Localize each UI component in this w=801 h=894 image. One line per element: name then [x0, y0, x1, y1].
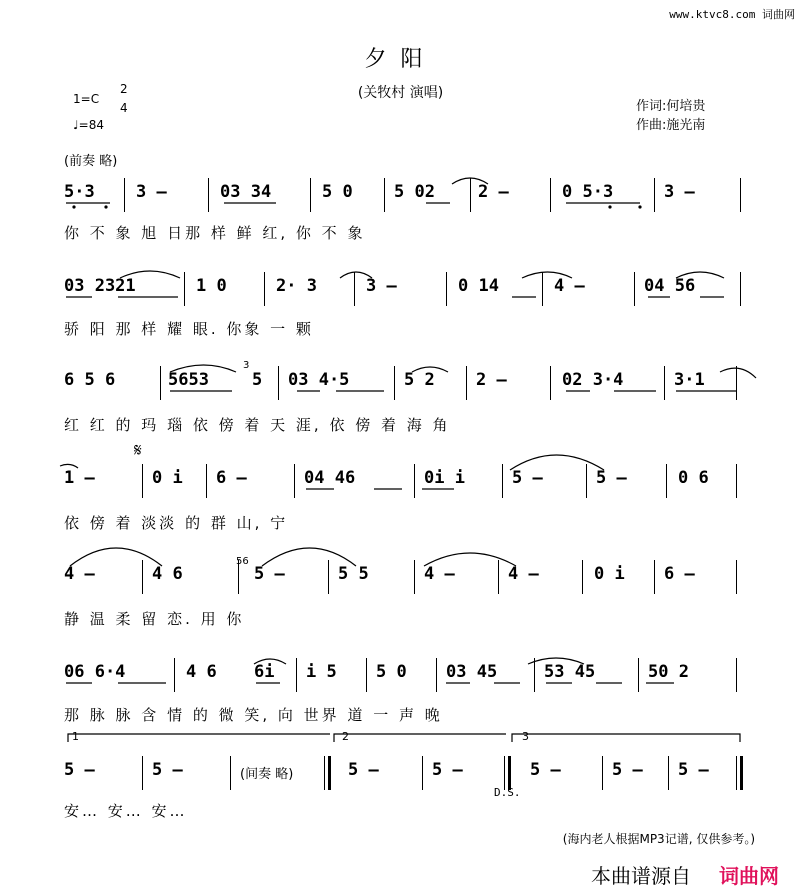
barline: [446, 272, 447, 306]
tempo-mark: ♩=84: [73, 118, 104, 132]
barline: [230, 756, 231, 790]
time-signature-bottom: 4: [120, 101, 128, 115]
measure: 0 6: [678, 468, 709, 488]
barline: [664, 366, 665, 400]
barline: [142, 560, 143, 594]
barline: [550, 178, 551, 212]
measure: 02 3·4: [562, 370, 624, 390]
barline: [206, 464, 207, 498]
lyric-line-5: 静 温 柔 留 恋. 用 你: [64, 610, 245, 628]
barline: [294, 464, 295, 498]
barline: [740, 272, 741, 306]
measure: 2 –: [476, 370, 507, 390]
barline: [550, 366, 551, 400]
lyric-line-6: 那 脉 脉 含 情 的 微 笑, 向 世界 道 一 声 晚: [64, 706, 443, 724]
measure: 5 –: [64, 760, 95, 780]
score-row-5: [64, 560, 744, 594]
measure: 4 –: [424, 564, 455, 584]
measure: 5 –: [530, 760, 561, 780]
volta-2-label: 2: [342, 730, 349, 743]
score-row-3: [64, 366, 744, 400]
barline: [736, 366, 737, 400]
measure: 03 45: [446, 662, 498, 682]
score-row-1: [64, 178, 744, 212]
measure: 4 6: [186, 662, 217, 682]
measure: i 5: [306, 662, 337, 682]
lyricist-credit: 作词:何培贵: [636, 99, 706, 114]
volta-bracket: [68, 734, 330, 742]
measure: 1 –: [64, 468, 95, 488]
barline: [142, 464, 143, 498]
measure: 5 –: [612, 760, 643, 780]
barline: [470, 178, 471, 212]
barline: [534, 658, 535, 692]
measure: 0 5·3: [562, 182, 614, 202]
barline: [668, 756, 669, 790]
measure: 0 i: [152, 468, 183, 488]
barline: [582, 560, 583, 594]
barline: [736, 658, 737, 692]
barline: [602, 756, 603, 790]
measure: 1 0: [196, 276, 227, 296]
barline: [736, 560, 737, 594]
barline: [328, 560, 329, 594]
measure: 0 14: [458, 276, 499, 296]
barline: [634, 272, 635, 306]
lyric-line-4: 依 傍 着 淡淡 的 群 山, 宁: [64, 514, 289, 532]
measure: 5 2: [404, 370, 435, 390]
barline: [542, 272, 543, 306]
barline: [736, 756, 737, 790]
barline: [502, 464, 503, 498]
barline: [654, 178, 655, 212]
measure: 5·3: [64, 182, 95, 202]
barline: [208, 178, 209, 212]
barline: [310, 178, 311, 212]
grace-note: 56: [236, 556, 249, 567]
intro-note: (前奏 略): [64, 154, 118, 169]
lyric-line-3: 红 红 的 玛 瑙 依 傍 着 天 涯, 依 傍 着 海 角: [64, 416, 451, 434]
ds-mark: D.S.: [494, 786, 521, 799]
barline: [354, 272, 355, 306]
barline: [586, 464, 587, 498]
source-label: 本曲谱源自: [591, 864, 691, 888]
lyric-line-1: 你 不 象 旭 日那 样 鲜 红, 你 不 象: [64, 224, 366, 242]
barline: [174, 658, 175, 692]
measure: 50 2: [648, 662, 689, 682]
grace-note: 3: [243, 360, 250, 371]
measure: 5 0: [376, 662, 407, 682]
measure: 06 6·4: [64, 662, 126, 682]
brand-logo: 词曲网: [719, 864, 779, 888]
volta-bracket: [334, 734, 506, 742]
lyric-line-2: 骄 阳 那 样 耀 眼. 你象 一 颗: [64, 320, 314, 338]
score-row-7: [64, 756, 744, 790]
barline: [422, 756, 423, 790]
barline: [324, 756, 325, 790]
measure: 5 –: [512, 468, 543, 488]
measure: 4 6: [152, 564, 183, 584]
barline: [466, 366, 467, 400]
measure: 5 –: [348, 760, 379, 780]
barline: [498, 560, 499, 594]
measure: 4 –: [508, 564, 539, 584]
measure: 5 –: [678, 760, 709, 780]
lyric-line-7: 安… 安… 安…: [64, 802, 188, 820]
barline: [638, 658, 639, 692]
barline: [654, 560, 655, 594]
measure: 5 –: [254, 564, 285, 584]
measure: 03 2321: [64, 276, 136, 296]
time-signature-top: 2: [120, 82, 128, 96]
barline: [184, 272, 185, 306]
barline: [740, 178, 741, 212]
measure: 5: [252, 370, 263, 390]
barline: [278, 366, 279, 400]
barline: [124, 178, 125, 212]
barline: [504, 756, 505, 790]
measure: 4 –: [64, 564, 95, 584]
measure: 5 –: [152, 760, 183, 780]
measure: 6 –: [664, 564, 695, 584]
barline: [736, 464, 737, 498]
score-row-6: [64, 658, 744, 692]
barline: [436, 658, 437, 692]
volta-bracket: [512, 734, 740, 742]
measure: 3 –: [664, 182, 695, 202]
key-signature: 1=C: [73, 92, 100, 106]
measure: 5 –: [596, 468, 627, 488]
barline: [296, 658, 297, 692]
site-watermark: www.ktvc8.com 词曲网: [669, 8, 795, 21]
barline: [160, 366, 161, 400]
final-barline: [740, 756, 743, 790]
barline: [264, 272, 265, 306]
measure: 0 i: [594, 564, 625, 584]
score-row-2: [64, 272, 744, 306]
repeat-barline: [328, 756, 331, 790]
measure: 6 –: [216, 468, 247, 488]
transcription-note: (海内老人根据MP3记谱, 仅供参考。): [562, 832, 755, 846]
measure: 53 45: [544, 662, 596, 682]
measure: 3 –: [136, 182, 167, 202]
measure: 5 02: [394, 182, 435, 202]
volta-3-label: 3: [522, 730, 529, 743]
measure: 5 5: [338, 564, 369, 584]
segno-sign: 𝄋: [134, 440, 142, 461]
measure: 6 5 6: [64, 370, 116, 390]
measure: 0i i: [424, 468, 465, 488]
interlude-note: (间奏 略): [240, 767, 294, 782]
double-barline: [508, 756, 511, 790]
composer-credit: 作曲:施光南: [636, 118, 706, 133]
barline: [394, 366, 395, 400]
measure: 2· 3: [276, 276, 317, 296]
measure: 4 –: [554, 276, 585, 296]
measure: 6i: [254, 662, 275, 682]
barline: [414, 560, 415, 594]
measure: 3·1: [674, 370, 705, 390]
measure: 5 –: [432, 760, 463, 780]
measure: 2 –: [478, 182, 509, 202]
score-row-4: [64, 464, 744, 498]
song-title: 夕阳: [364, 47, 437, 72]
measure: 04 46: [304, 468, 356, 488]
barline: [142, 756, 143, 790]
song-subtitle: (关牧村 演唱): [357, 85, 444, 101]
barline: [414, 464, 415, 498]
measure: 04 56: [644, 276, 696, 296]
barline: [384, 178, 385, 212]
barline: [666, 464, 667, 498]
measure: 5 0: [322, 182, 353, 202]
volta-1-label: 1: [72, 730, 79, 743]
measure: 03 34: [220, 182, 272, 202]
measure: 3 –: [366, 276, 397, 296]
measure: 03 4·5: [288, 370, 350, 390]
measure: 5653: [168, 370, 209, 390]
barline: [366, 658, 367, 692]
